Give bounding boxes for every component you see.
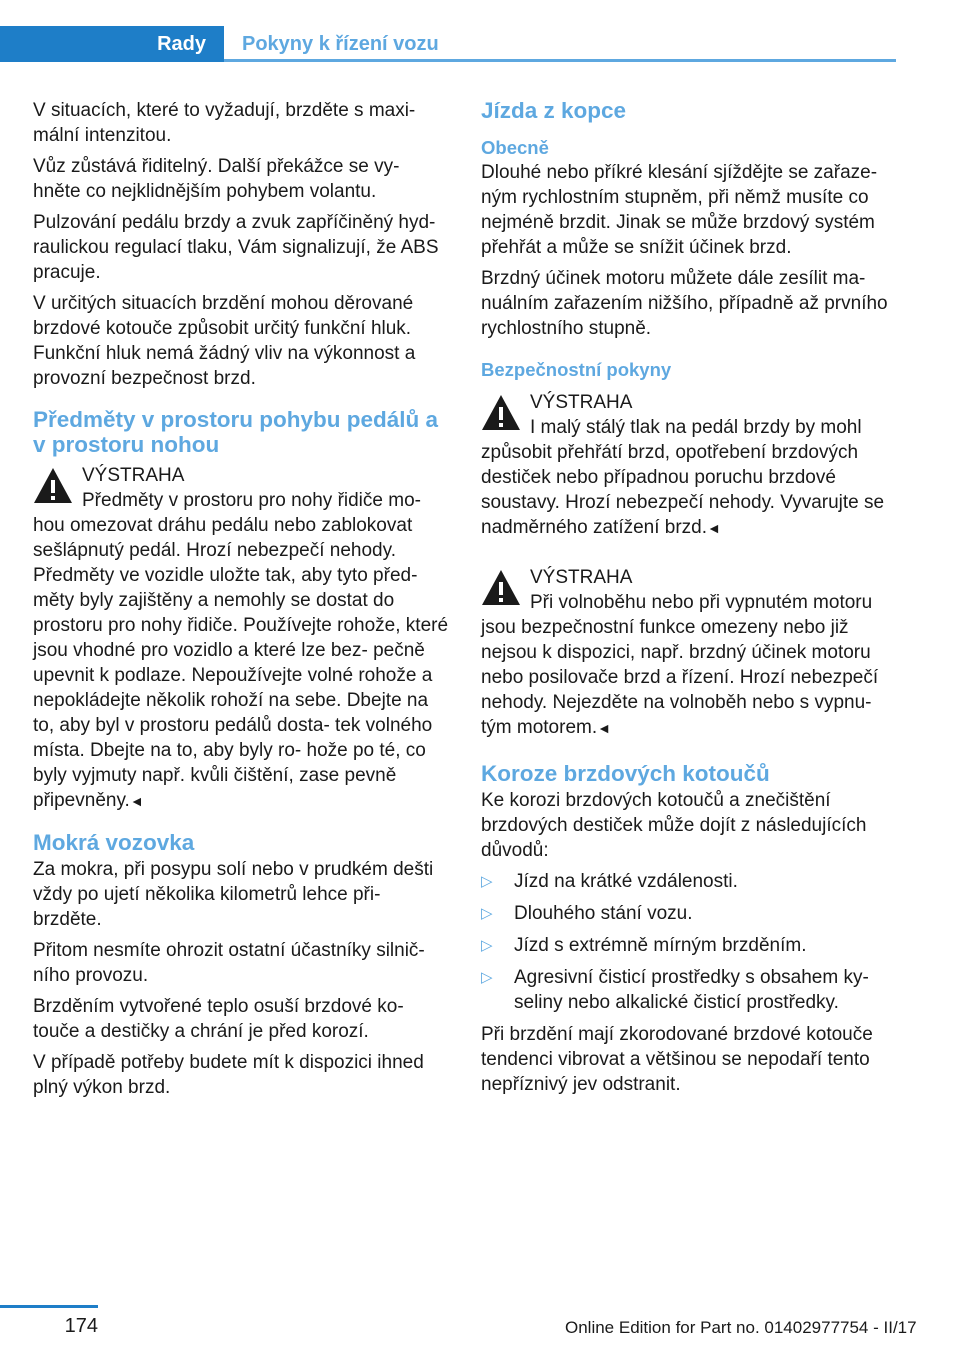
- edition-note: Online Edition for Part no. 01402977754 - II/17: [565, 1318, 917, 1337]
- warning-title: VÝSTRAHA: [82, 465, 185, 486]
- warning-triangle-icon: [481, 393, 521, 433]
- paragraph: Při brzdění mají zkorodované brzdové kotouče tendenci vibrovat a většinou se nepodaří tento nepříznivý jev odstranit.: [481, 1024, 873, 1095]
- warning-title: VÝSTRAHA: [530, 392, 633, 413]
- warning-text: Předměty v prostoru pro nohy řidiče mo‐ hou omezovat dráhu pedálu nebo zablokovat sešlápnutý pedál. Hrozí nebezpečí nehody. Předměty ve vozidle uložte tak, aby tyto před‐ měty byly zajištěny a nemohly se dostat do prostoru pro nohy řidiče. Používejte rohože, které jsou vhodné pro vozidlo a které lze bez‐ pečně upevnit k podlaze. Nepoužívejte volné rohože a nepokládejte několik rohoží na sebe. Dbejte na to, aby byl v prostoru pedálů dosta‐ tek volného místa. Dbejte na to, aby byly ro‐ hože po té, co byly vyjmuty např. kvůli čištění, zase pevně připevněny.: [33, 490, 449, 811]
- warning-block: [481, 565, 897, 741]
- footer-divider: [0, 1305, 98, 1308]
- section-heading-wet-road: Mokrá vozovka: [33, 830, 195, 855]
- paragraph: Brzdný účinek motoru můžete dále zesílit ma‐ nuálním zařazením nižšího, případně až prvního rychlostního stupně.: [481, 268, 888, 339]
- page-number: 174: [64, 1315, 98, 1337]
- paragraph: Pulzování pedálu brzdy a zvuk zapříčiněný hyd‐ raulickou regulací tlaku, Vám signalizují, že ABS pracuje.: [33, 212, 439, 283]
- subheading-safety: Bezpečnostní pokyny: [481, 359, 672, 380]
- triangle-right-icon: ▷: [481, 937, 493, 954]
- triangle-right-icon: ▷: [481, 873, 493, 890]
- warning-block: [481, 390, 897, 541]
- list-item: ▷ Dlouhého stání vozu.: [481, 903, 693, 924]
- paragraph: Dlouhé nebo příkré klesání sjíždějte se zařaze‐ ným rychlostním stupněm, při němž musíte co nejméně brzdit. Jinak se může brzdový systém přehřát a může se snížit účinek brzd.: [481, 162, 878, 258]
- paragraph: Vůz zůstává řiditelný. Další překážce se vy‐ hněte co nejklidnějším pohybem volantu.: [33, 156, 400, 202]
- page-header: [0, 26, 896, 62]
- header-divider: [224, 59, 896, 62]
- paragraph: V situacích, které to vyžadují, brzděte s maxi‐ mální intenzitou.: [33, 100, 416, 146]
- paragraph: Ke korozi brzdových kotoučů a znečištění brzdových destiček může dojít z následujících důvodů:: [481, 790, 867, 861]
- list-item: ▷ Jízd s extrémně mírným brzděním.: [481, 935, 807, 956]
- end-mark: ◄: [597, 720, 611, 736]
- paragraph: Brzděním vytvořené teplo osuší brzdové ko‐ touče a destičky a chrání je před korozí.: [33, 996, 404, 1042]
- subheading-general: Obecně: [481, 137, 549, 158]
- paragraph: Za mokra, při posypu solí nebo v prudkém dešti vždy po ujetí několika kilometrů lehce při‐ brzděte.: [33, 859, 434, 930]
- section-heading-downhill: Jízda z kopce: [481, 98, 627, 123]
- triangle-right-icon: ▷: [481, 969, 493, 986]
- header-tab-pokyny: Pokyny k řízení vozu: [242, 33, 439, 55]
- paragraph: V případě potřeby budete mít k dispozici ihned plný výkon brzd.: [33, 1052, 424, 1098]
- warning-block: [33, 463, 449, 814]
- section-heading-corrosion: Koroze brzdových kotoučů: [481, 761, 770, 786]
- list-item: ▷ Agresivní čisticí prostředky s obsahem ky‐ seliny nebo alkalické čisticí prostředky.: [481, 967, 869, 1013]
- list-item: ▷ Jízd na krátké vzdálenosti.: [481, 871, 738, 892]
- header-tab-rady: Rady: [0, 26, 224, 62]
- cause-list: [481, 869, 897, 1015]
- end-mark: ◄: [129, 793, 144, 809]
- warning-triangle-icon: [481, 568, 521, 608]
- paragraph: V určitých situacích brzdění mohou děrované brzdové kotouče způsobit určitý funkční hluk. Funkční hluk nemá žádný vliv na výkonnost a provozní bezpečnost brzd.: [33, 293, 416, 389]
- warning-title: VÝSTRAHA: [530, 567, 633, 588]
- paragraph: Přitom nesmíte ohrozit ostatní účastníky silnič‐ ního provozu.: [33, 940, 425, 986]
- warning-triangle-icon: [33, 466, 73, 506]
- section-heading-objects: Předměty v prostoru pohybu pedálů a v prostoru nohou: [33, 407, 439, 457]
- right-column: [481, 98, 897, 1103]
- left-column: [33, 98, 449, 1106]
- warning-text: Při volnoběhu nebo při vypnutém motoru jsou bezpečnostní funkce omezeny nebo již nejsou k dispozici, např. brzdný účinek motoru nebo posilovače brzd a řízení. Hrozí nebezpečí nehody. Nejezděte na volnoběh nebo s vypnu‐ tým motorem.: [481, 592, 879, 738]
- triangle-right-icon: ▷: [481, 905, 493, 922]
- end-mark: ◄: [707, 520, 721, 536]
- warning-text: I malý stálý tlak na pedál brzdy by mohl způsobit přehřátí brzd, opotřebení brzdových destiček nebo případnou poruchu brzdové soustavy. Hrozí nebezpečí nehody. Vyvarujte se nadměrného zatížení brzd.: [481, 417, 885, 538]
